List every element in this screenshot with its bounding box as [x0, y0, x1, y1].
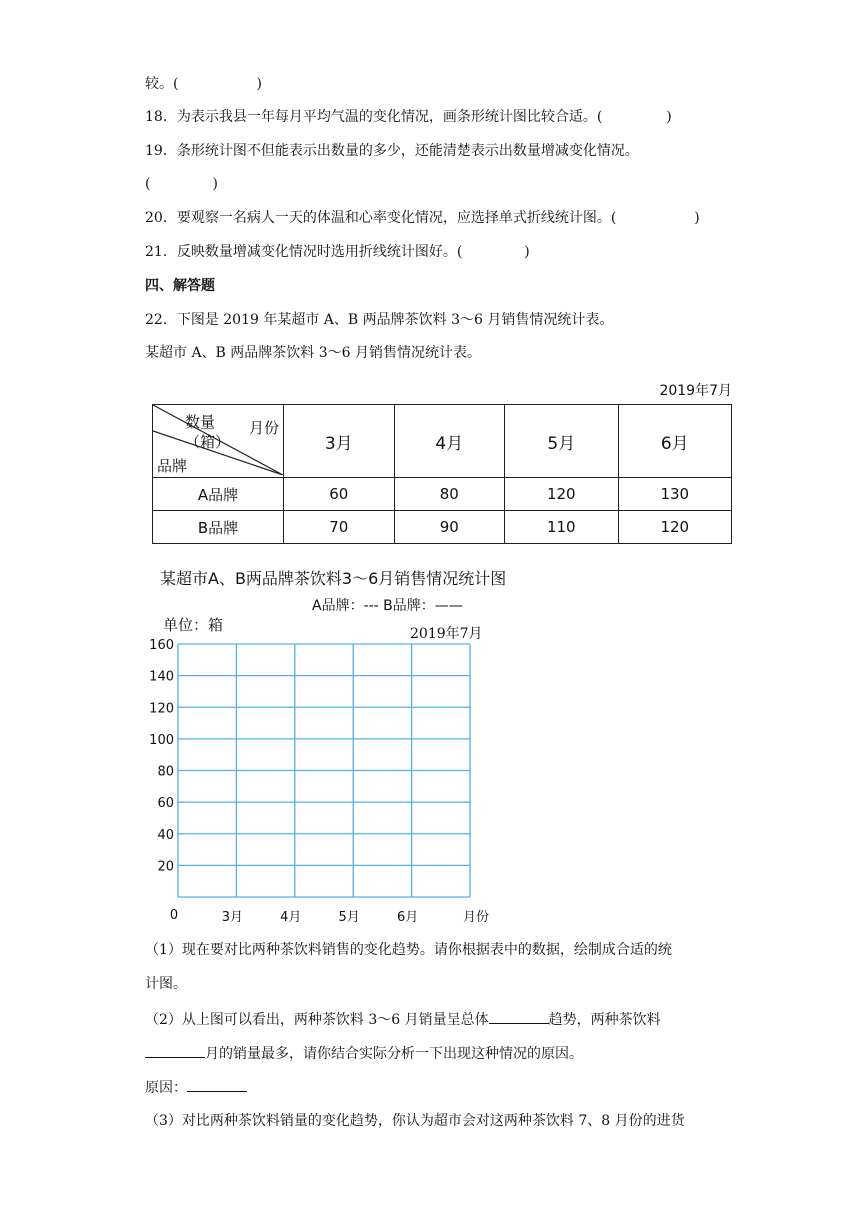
paren-close: )	[524, 244, 530, 260]
q19-text: 19．条形统计图不但能表示出数量的多少，还能清楚表示出数量增减变化情况。	[145, 143, 639, 159]
corner-brand: 品牌	[157, 457, 188, 475]
value-cell: 60	[284, 478, 395, 511]
y-tick-label: 140	[149, 669, 174, 685]
x-tick-label: 3月	[221, 910, 244, 925]
value-cell: 120	[505, 478, 618, 511]
q20	[145, 208, 700, 228]
q22-text: 22．下图是 2019 年某超市 A、B 两品牌茶饮料 3～6 月销售情况统计表。	[145, 312, 614, 328]
brand-cell: B品牌	[153, 511, 284, 544]
answer-blank-month[interactable]	[145, 1043, 205, 1058]
paren-close: )	[256, 76, 262, 92]
q17-text: 较。(	[145, 76, 179, 92]
y-tick-label: 160	[149, 638, 174, 653]
q22-reason	[145, 1077, 247, 1098]
y-tick-label: 100	[149, 732, 174, 748]
answer-blank-trend[interactable]	[489, 1009, 549, 1024]
q22-part2	[145, 1009, 661, 1030]
x-axis-label: 月份	[462, 910, 490, 925]
corner-unit: （箱）	[185, 433, 231, 451]
q19	[145, 141, 639, 161]
chart-date: 2019年7月	[410, 626, 483, 642]
x-tick-label: 6月	[396, 910, 419, 925]
table-caption: 某超市 A、B 两品牌茶饮料 3～6 月销售情况统计表。	[145, 345, 482, 361]
q22-part3: （3）对比两种茶饮料销量的变化趋势，你认为超市会对这两种茶饮料 7、8 月份的进货	[145, 1113, 685, 1129]
y-tick-label: 40	[157, 827, 174, 843]
y-tick-label: 0	[169, 908, 179, 923]
table-row	[153, 478, 732, 511]
part2-text-c: 月的销量最多，请你结合实际分析一下出现这种情况的原因。	[205, 1046, 583, 1062]
q19-paren	[145, 174, 218, 194]
brand-cell: A品牌	[153, 478, 284, 511]
sales-table	[152, 404, 732, 544]
month-header: 4月	[394, 405, 505, 478]
line-chart-grid[interactable]	[140, 636, 500, 926]
corner-quantity: 数量	[185, 413, 216, 431]
month-header: 5月	[505, 405, 618, 478]
x-tick-label: 5月	[338, 910, 360, 925]
table-date: 2019年7月	[659, 383, 732, 399]
q21	[145, 242, 530, 262]
grid-lines	[178, 644, 470, 897]
y-tick-labels	[149, 638, 178, 923]
q17-tail	[145, 74, 262, 94]
value-cell: 130	[618, 478, 731, 511]
y-tick-label: 120	[149, 701, 174, 717]
section-heading: 四、解答题	[145, 278, 215, 294]
chart-title: 某超市A、B两品牌茶饮料3～6月销售情况统计图	[160, 569, 507, 588]
q22-part2-cont	[145, 1043, 583, 1064]
table-row	[153, 511, 732, 544]
paren-close: )	[694, 210, 700, 226]
corner-month: 月份	[249, 419, 280, 437]
paren-close: )	[212, 176, 218, 192]
part2-text-a: （2）从上图可以看出，两种茶饮料 3～6 月销量呈总体	[145, 1012, 489, 1028]
chart-unit: 单位：箱	[163, 616, 224, 634]
y-tick-label: 60	[157, 796, 174, 812]
answer-blank-reason[interactable]	[187, 1077, 247, 1092]
y-tick-label: 20	[157, 859, 174, 875]
part2-text-b: 趋势，两种茶饮料	[548, 1012, 661, 1028]
x-tick-label: 4月	[280, 910, 302, 925]
q20-text: 20．要观察一名病人一天的体温和心率变化情况，应选择单式折线统计图。(	[145, 210, 617, 226]
value-cell: 110	[505, 511, 618, 544]
q21-text: 21．反映数量增减变化情况时选用折线统计图好。(	[145, 244, 463, 260]
month-header: 6月	[618, 405, 731, 478]
paren-close: )	[666, 109, 672, 125]
chart-legend: A品牌：--- B品牌：——	[312, 598, 463, 614]
q22-part1: （1）现在要对比两种茶饮料销售的变化趋势。请你根据表中的数据，绘制成合适的统	[145, 942, 672, 958]
y-tick-label: 80	[157, 764, 174, 780]
value-cell: 70	[284, 511, 395, 544]
table-corner-cell	[153, 405, 284, 478]
reason-label: 原因：	[145, 1080, 187, 1096]
q18-text: 18．为表示我县一年每月平均气温的变化情况，画条形统计图比较合适。(	[145, 109, 603, 125]
paren-open: (	[145, 176, 151, 192]
q18	[145, 107, 672, 127]
value-cell: 120	[618, 511, 731, 544]
value-cell: 90	[394, 511, 505, 544]
x-tick-labels	[222, 910, 418, 925]
value-cell: 80	[394, 478, 505, 511]
q22-part1-cont: 计图。	[145, 976, 187, 992]
month-header: 3月	[284, 405, 395, 478]
